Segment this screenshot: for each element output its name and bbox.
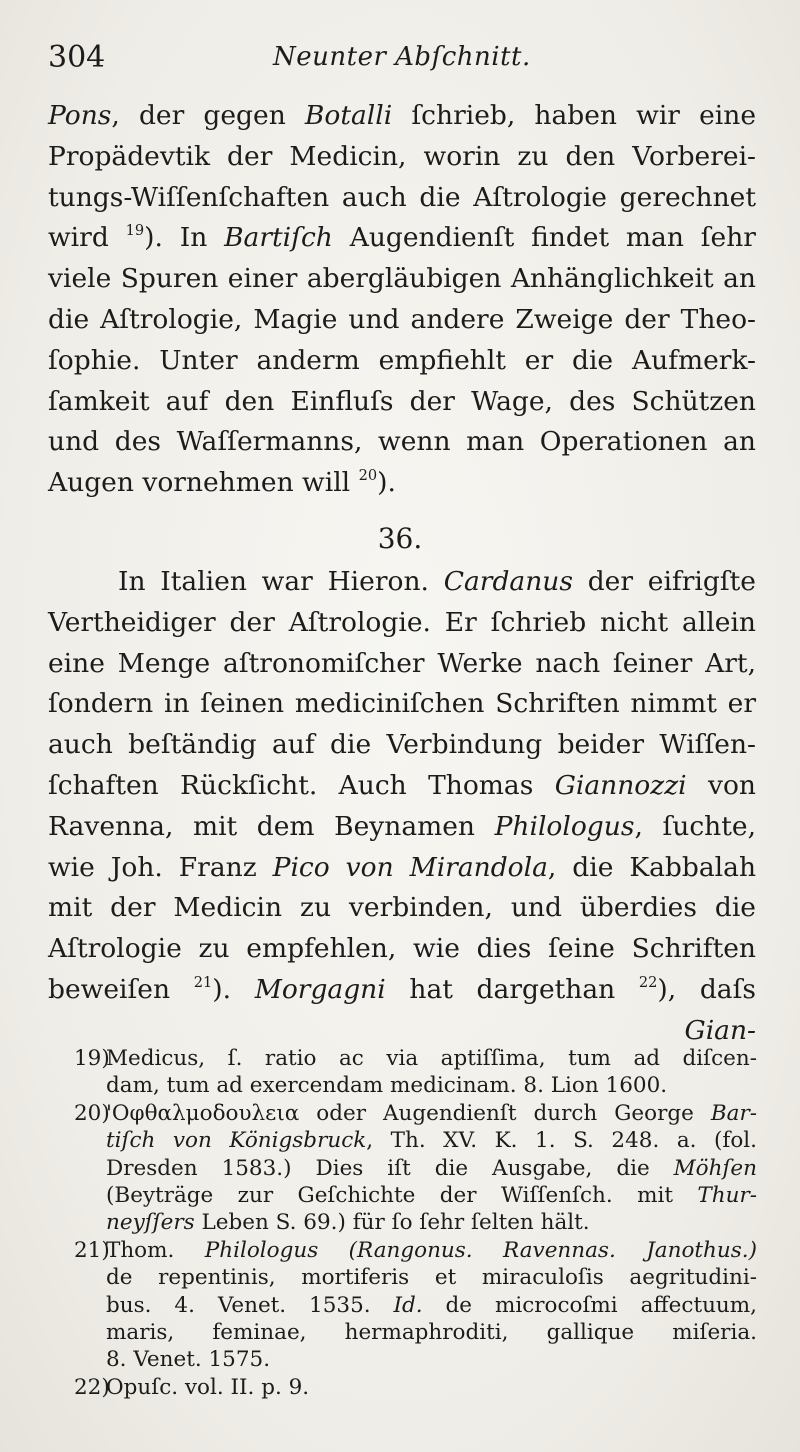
text-line: ſamkeit auf den Einfluſs der Wage, des Schützen xyxy=(48,385,756,417)
text-line: eine Menge aſtronomiſcher Werke nach ſeiner Art, xyxy=(48,647,756,679)
footnote-number: 21) xyxy=(74,1237,110,1263)
name-philologus: Philologus xyxy=(494,810,635,842)
text-line: ſchaften Rückſicht. Auch Thomas Giannozzi von xyxy=(48,769,756,801)
footnote-line: neyſſers Leben S. 69.) für ſo ſehr ſelten hält. xyxy=(106,1210,590,1236)
footnote-20 xyxy=(74,1100,757,1237)
section-number: 36. xyxy=(377,522,423,555)
name-pico: Pico von Mirandola xyxy=(272,851,548,883)
page-number: 304 xyxy=(48,40,106,75)
text-line: viele Spuren einer abergläubigen Anhänglichkeit an xyxy=(48,263,756,295)
footnote-line: dam, tum ad exercendam medicinam. 8. Lion 1600. xyxy=(106,1073,668,1099)
text-line: Vertheidiger der Aſtrologie. Er ſchrieb nicht allein xyxy=(48,606,756,638)
paragraph-1 xyxy=(48,96,756,504)
text-line: ſophie. Unter anderm empfiehlt er die Aufmerk- xyxy=(48,344,756,376)
footnote-line: de repentinis, mortiferis et miraculoſis aegritudini- xyxy=(106,1265,757,1291)
footnote-22 xyxy=(74,1374,757,1401)
footnote-ref-22: 22 xyxy=(638,974,658,992)
text-line: tungs-Wiſſenſchaften auch die Aſtrologie gerechnet xyxy=(48,181,756,213)
footnote-line: 'Οφθαλμοδουλεια oder Augendienſt durch George Bar- xyxy=(106,1100,757,1126)
footnotes xyxy=(74,1045,757,1401)
text-line: und des Waſſermanns, wenn man Operationen an xyxy=(48,426,756,458)
paragraph-2 xyxy=(48,562,756,1052)
footnote-line: Thom. Philologus (Rangonus. Ravennas. Janothus.) xyxy=(106,1237,758,1263)
footnote-line: 8. Venet. 1575. xyxy=(106,1347,271,1373)
text-line: Augen vornehmen will $^{20}$). xyxy=(48,467,396,499)
footnote-ref-20: 20 xyxy=(358,467,378,485)
text-line: wie Joh. Franz Pico von Mirandola, die Kabbalah xyxy=(48,851,757,883)
footnote-21 xyxy=(74,1237,757,1374)
text-line: Aſtrologie zu empfehlen, wie dies ſeine Schriften xyxy=(48,933,756,965)
text-line: Propädevtik der Medicin, worin zu den Vorberei- xyxy=(48,140,756,172)
footnote-line: (Beyträge zur Geſchichte der Wiſſenſch. mit Thur- xyxy=(106,1183,757,1209)
footnote-ref-21: 21 xyxy=(193,974,213,992)
name-botalli: Botalli xyxy=(304,100,393,131)
name-morgagni: Morgagni xyxy=(254,973,386,1005)
page-header xyxy=(48,40,748,80)
text-line: In Italien war Hieron. Cardanus der eifrigſte xyxy=(118,566,756,597)
name-giannozzi: Giannozzi xyxy=(554,769,687,801)
footnote-ref-19: 19 xyxy=(125,222,145,240)
footnote-line: maris, feminae, hermaphroditi, gallique miſeria. xyxy=(106,1320,757,1346)
text-line: beweiſen $^{21}$). Morgagni hat dargethan $^{22}$), daſs xyxy=(48,973,757,1005)
footnote-number: 22) xyxy=(74,1374,110,1400)
text-line: die Aſtrologie, Magie und andere Zweige der Theo- xyxy=(48,303,756,335)
footnote-line: tiſch von Königsbruck, Th. XV. K. 1. S. 248. a. (fol. xyxy=(106,1128,757,1154)
footnote-number: 19) xyxy=(74,1046,110,1071)
name-bartisch: Bartiſch xyxy=(224,222,333,254)
text-line: ſondern in ſeinen mediciniſchen Schriften nimmt er xyxy=(48,688,756,720)
text-line: Ravenna, mit dem Beynamen Philologus, ſuchte, xyxy=(48,810,756,842)
text-line: mit der Medicin zu verbinden, und überdies die xyxy=(48,892,756,924)
text-line: Pons, der gegen Botalli ſchrieb, haben wir eine xyxy=(48,100,757,131)
text-line: auch beſtändig auf die Verbindung beider Wiſſen- xyxy=(48,729,756,761)
footnote-line: Opuſc. vol. II. p. 9. xyxy=(106,1374,310,1400)
name-pons: Pons xyxy=(48,100,112,131)
footnote-number: 20) xyxy=(74,1100,110,1126)
footnote-line: Dresden 1583.) Dies iſt die Ausgabe, die Möhſen xyxy=(106,1155,757,1181)
footnote-line: Medicus, ſ. ratio ac via aptiſſima, tum ad diſcen- xyxy=(106,1046,757,1071)
footnote-line: bus. 4. Venet. 1535. Id. de microcoſmi affectuum, xyxy=(106,1292,758,1318)
catchword: Gian- xyxy=(684,1014,756,1046)
running-head: Neunter Abſchnitt. xyxy=(273,42,531,72)
text-line: wird $^{19}$). In Bartiſch Augendienſt findet man ſehr xyxy=(48,222,756,254)
footnote-19 xyxy=(74,1045,757,1100)
name-cardanus: Cardanus xyxy=(443,566,573,597)
